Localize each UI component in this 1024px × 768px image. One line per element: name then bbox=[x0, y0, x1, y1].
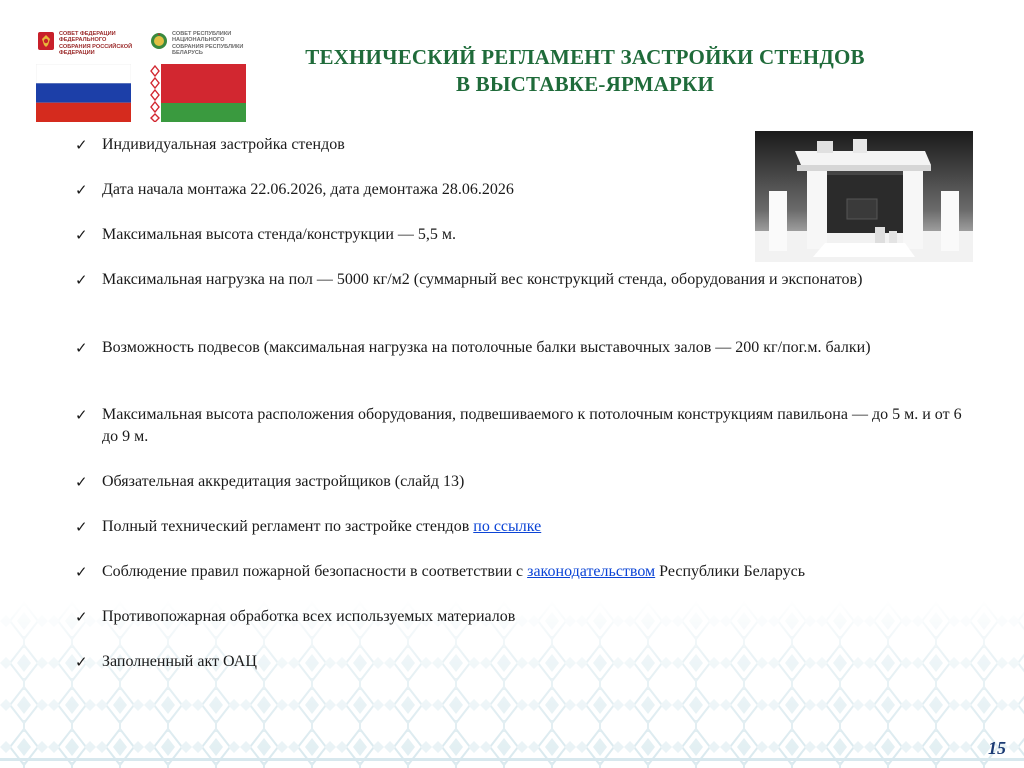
checkmark-icon: ✓ bbox=[75, 406, 88, 424]
title-line-2: В ВЫСТАВКЕ-ЯРМАРКИ bbox=[456, 72, 714, 96]
title-line-1: ТЕХНИЧЕСКИЙ РЕГЛАМЕНТ ЗАСТРОЙКИ СТЕНДОВ bbox=[305, 45, 865, 69]
list-item-text-after: Республики Беларусь bbox=[655, 563, 805, 580]
checkmark-icon: ✓ bbox=[75, 226, 88, 244]
list-item bbox=[75, 606, 980, 628]
list-item-text: Обязательная аккредитация застройщиков (слайд 13) bbox=[102, 473, 465, 490]
page-title bbox=[250, 44, 920, 98]
list-item bbox=[75, 471, 980, 493]
list-item-text: Противопожарная обработка всех используемых материалов bbox=[102, 608, 516, 625]
checkmark-icon: ✓ bbox=[75, 608, 88, 626]
russia-coat-of-arms-icon bbox=[37, 31, 55, 51]
belarus-emblem-text: СОВЕТ РЕСПУБЛИКИ НАЦИОНАЛЬНОГО СОБРАНИЯ РЕСПУБЛИКИ БЕЛАРУСЬ bbox=[172, 31, 244, 56]
list-item-text: Дата начала монтажа 22.06.2026, дата демонтажа 28.06.2026 bbox=[102, 181, 514, 198]
list-item-text: Максимальная нагрузка на пол — 5000 кг/м2 (суммарный вес конструкций стенда, оборудования и экспонатов) bbox=[102, 271, 863, 288]
list-item-text-before: Соблюдение правил пожарной безопасности в соответствии с bbox=[102, 563, 528, 580]
belarus-council-logo bbox=[150, 31, 252, 56]
checkmark-icon: ✓ bbox=[75, 518, 88, 536]
checkmark-icon: ✓ bbox=[75, 563, 88, 581]
list-item bbox=[75, 224, 980, 246]
russia-emblem-text: СОВЕТ ФЕДЕРАЦИИ ФЕДЕРАЛЬНОГО СОБРАНИЯ РОССИЙСКОЙ ФЕДЕРАЦИИ bbox=[59, 31, 133, 56]
checkmark-icon: ✓ bbox=[75, 653, 88, 671]
list-item bbox=[75, 516, 980, 538]
regulation-link[interactable]: по ссылке bbox=[473, 518, 542, 535]
legislation-link[interactable]: законодательством bbox=[527, 563, 656, 580]
list-item bbox=[75, 179, 980, 201]
list-item-text: Индивидуальная застройка стендов bbox=[102, 136, 345, 153]
list-item-text: Возможность подвесов (максимальная нагрузка на потолочные балки выставочных залов — 200 кг/пог.м. балки) bbox=[102, 339, 871, 356]
belarus-coat-of-arms-icon bbox=[150, 31, 168, 51]
checkmark-icon: ✓ bbox=[75, 181, 88, 199]
list-item-text bbox=[102, 516, 541, 538]
list-item-text: Максимальная высота расположения оборудования, подвешиваемого к потолочным конструкциям павильона — до 5 м. и от 6 до 9 м. bbox=[102, 406, 962, 445]
list-item bbox=[75, 561, 980, 583]
list-item-text bbox=[102, 561, 805, 583]
list-item-text-before: Полный технический регламент по застройке стендов bbox=[102, 518, 474, 535]
belarus-flag-icon bbox=[149, 64, 246, 122]
page-number: 15 bbox=[988, 738, 1006, 758]
list-item-text: Заполненный акт ОАЦ bbox=[102, 653, 257, 670]
list-item bbox=[75, 404, 980, 448]
russia-flag-icon bbox=[36, 64, 131, 122]
checkmark-icon: ✓ bbox=[75, 271, 88, 289]
checkmark-icon: ✓ bbox=[75, 339, 88, 357]
list-item bbox=[75, 651, 980, 673]
checkmark-icon: ✓ bbox=[75, 136, 88, 154]
list-item bbox=[75, 134, 980, 156]
list-item bbox=[75, 269, 980, 291]
list-item bbox=[75, 337, 980, 359]
checkmark-icon: ✓ bbox=[75, 473, 88, 491]
russia-federation-council-logo bbox=[37, 31, 139, 56]
list-item-text: Максимальная высота стенда/конструкции — 5,5 м. bbox=[102, 226, 457, 243]
